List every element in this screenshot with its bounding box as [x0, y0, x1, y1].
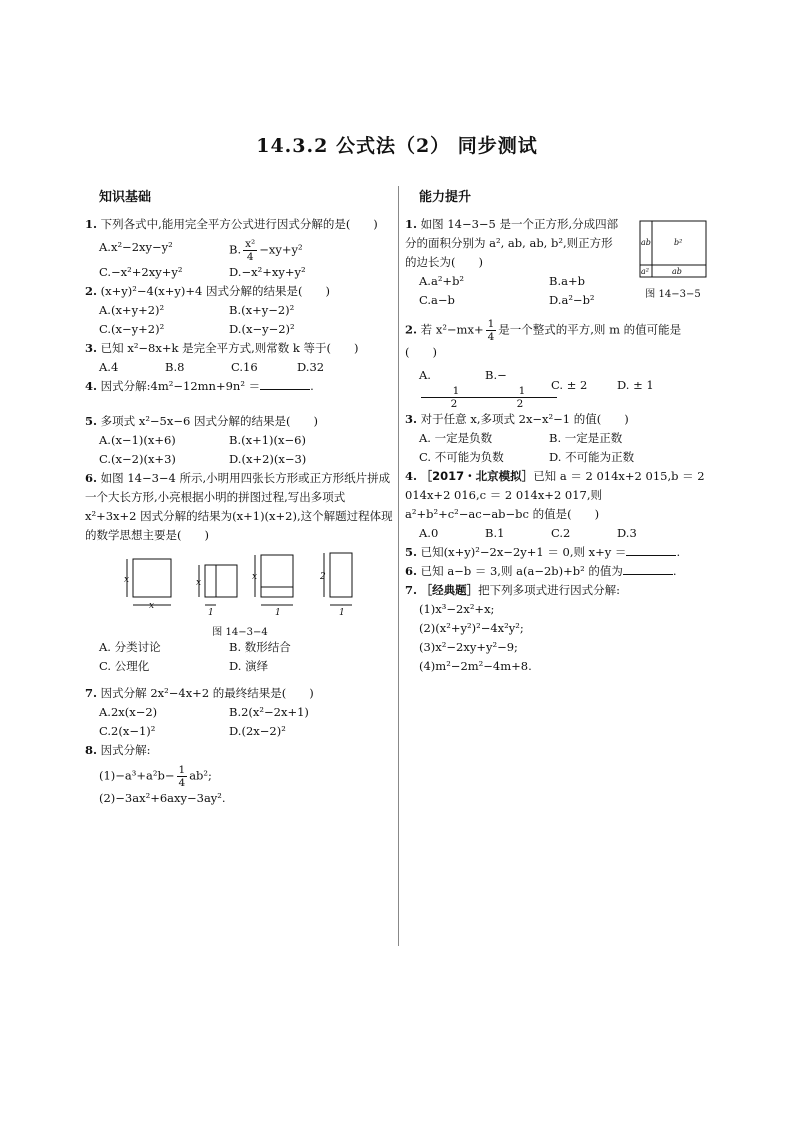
question-8-part-1: (1)−a³+a²b− $\frac{1}{4}$ ab²; — [99, 764, 212, 789]
section-heading-advanced: 能力提升 — [419, 190, 472, 205]
option-d: D.−x²+xy+y² — [229, 265, 306, 279]
question-3: 3. 对于任意 x,多项式 2x−x²−1 的值( ) — [405, 412, 629, 426]
option-d: D.a²−b² — [549, 293, 595, 307]
option-c: C.(x−2)(x+3) — [99, 452, 176, 466]
option-d: D.(x−y−2)² — [229, 322, 295, 336]
option-d: D. 不可能为正数 — [549, 450, 635, 464]
question-2-options — [85, 301, 395, 339]
question-7-part-2: (2)(x²+y²)²−4x²y²; — [419, 621, 524, 635]
fig-label-1: 1 — [275, 608, 281, 618]
question-2: 2. (x+y)²−4(x+y)+4 因式分解的结果是( ) — [85, 284, 330, 298]
section-heading-basics: 知识基础 — [99, 190, 152, 205]
question-7: 7. ［经典题］把下列多项式进行因式分解: — [405, 583, 621, 597]
question-7-part-3: (3)x²−2xy+y²−9; — [419, 640, 518, 654]
question-3-options — [405, 429, 705, 467]
cell-a2: a² — [641, 267, 649, 276]
question-5: 5. 已知(x+y)²−2x−2y+1 ＝ 0,则 x+y ＝ . — [405, 545, 681, 559]
question-8-part-2: (2)−3ax²+6axy−3ay². — [99, 791, 226, 805]
cell-b2: b² — [674, 238, 683, 247]
question-8: 8. 因式分解: — [85, 743, 151, 757]
option-a: A. 一定是负数 — [419, 431, 493, 445]
question-1-options — [85, 238, 395, 282]
fraction: $\frac{1}{2}$ — [487, 385, 553, 410]
question-4: 4. ［2017・北京模拟］已知 a ＝ 2 014x+2 015,b ＝ 2 014x+2 016,c ＝ 2 014x+2 017,则 a²+b²+c²−ac−ab−bc 的值是( ) — [405, 469, 705, 521]
question-5: 5. 多项式 x²−5x−6 因式分解的结果是( ) — [85, 414, 318, 428]
question-2: 2. 若 x²−mx+ $\frac{1}{4}$ 是一个整式的平方,则 m 的值可能是( ) — [405, 318, 682, 359]
option-a: A. 分类讨论 — [99, 640, 161, 654]
option-b: B. $\frac{\text{x²}}{4}$ −xy+y² — [229, 238, 303, 263]
option-a: A.(x+y+2)² — [99, 303, 165, 317]
fraction: $\frac{1}{4}$ — [487, 318, 495, 343]
question-2-options — [405, 366, 705, 410]
page-title: 14.3.2 公式法（2） 同步测试 — [256, 135, 538, 157]
fraction: $\frac{\text{x²}}{4}$ — [245, 238, 256, 263]
figure-caption: 图 14−3−5 — [645, 289, 701, 300]
question-7-part-4: (4)m²−2m²−4m+8. — [419, 659, 532, 673]
option-c: C.2 — [551, 526, 571, 540]
answer-blank — [626, 543, 676, 556]
option-a: A.0 — [419, 526, 439, 540]
option-a: A.(x−1)(x+6) — [99, 433, 176, 447]
question-4: 4. 因式分解:4m²−12mn+9n² ＝ . — [85, 379, 314, 393]
question-6-options — [85, 638, 395, 676]
option-a: A. $\frac{1}{2}$ — [419, 366, 485, 410]
option-a: A.2x(x−2) — [99, 705, 158, 719]
question-4-options — [405, 524, 705, 543]
question-3: 3. 已知 x²−8x+k 是完全平方式,则常数 k 等于( ) — [85, 341, 359, 355]
option-d: D.(2x−2)² — [229, 724, 286, 738]
source-tag: ［2017・北京模拟］ — [420, 469, 534, 483]
option-c: C. 公理化 — [99, 659, 150, 673]
option-c: C.−x²+2xy+y² — [99, 265, 183, 279]
left-column — [85, 186, 395, 808]
question-5-options — [85, 431, 395, 469]
cell-ab: ab — [641, 238, 651, 247]
option-b: B.a+b — [549, 274, 585, 288]
fig-label-2: 2 — [320, 572, 326, 582]
fraction: $\frac{1}{4}$ — [178, 764, 186, 789]
question-1-block — [405, 215, 705, 310]
option-b: B.− $\frac{1}{2}$ — [485, 366, 551, 410]
answer-blank — [260, 377, 310, 390]
source-tag: ［经典题］ — [420, 583, 479, 597]
option-b: B.(x+y−2)² — [229, 303, 295, 317]
figure-14-3-5 — [638, 219, 708, 279]
option-d: D.3 — [617, 526, 637, 540]
option-d: D.(x+2)(x−3) — [229, 452, 307, 466]
fig-label-1: 1 — [339, 608, 345, 618]
cell-ab: ab — [672, 267, 682, 276]
question-7-options — [85, 703, 395, 741]
option-b: B.2(x²−2x+1) — [229, 705, 309, 719]
option-c: C.(x−y+2)² — [99, 322, 165, 336]
right-column — [405, 186, 705, 676]
option-c: C. ± 2 — [551, 378, 588, 392]
option-a: A.a²+b² — [419, 274, 465, 288]
option-a: A.x²−2xy−y² — [99, 240, 173, 254]
option-d: D.32 — [297, 360, 325, 374]
option-d: D. ± 1 — [617, 378, 654, 392]
option-b: B.(x+1)(x−6) — [229, 433, 306, 447]
option-b: B. 一定是正数 — [549, 431, 623, 445]
question-3-options — [85, 358, 395, 377]
option-c: C.a−b — [419, 293, 455, 307]
option-c: C.2(x−1)² — [99, 724, 156, 738]
option-a: A.4 — [99, 360, 119, 374]
fig-label-x: x — [149, 601, 155, 611]
figure-14-3-4 — [115, 551, 355, 623]
fig-label-x: x — [252, 572, 258, 582]
question-7: 7. 因式分解 2x²−4x+2 的最终结果是( ) — [85, 686, 314, 700]
fraction: $\frac{1}{2}$ — [421, 385, 487, 410]
question-6: 6. 如图 14−3−4 所示,小明用四张长方形或正方形纸片拼成一个大长方形,小亮根据小明的拼图过程,写出多项式 x²+3x+2 因式分解的结果为(x+1)(x+2),这个解题过程体现的数学思想主要是( ) — [85, 471, 393, 542]
option-c: C. 不可能为负数 — [419, 450, 504, 464]
figure-caption: 图 14−3−4 — [212, 627, 268, 638]
option-d: D. 演绎 — [229, 659, 269, 673]
fig-label-x: x — [196, 578, 202, 588]
option-b: B.8 — [165, 360, 185, 374]
answer-blank — [623, 562, 673, 575]
option-b: B. 数形结合 — [229, 640, 291, 654]
fig-label-x: x — [124, 575, 130, 585]
question-1: 1. 如图 14−3−5 是一个正方形,分成四部分的面积分别为 a², ab, ab, b²,则正方形的边长为( ) — [405, 217, 619, 269]
question-6: 6. 已知 a−b ＝ 3,则 a(a−2b)+b² 的值为 . — [405, 564, 677, 578]
fig-label-1: 1 — [208, 608, 214, 618]
option-b: B.1 — [485, 526, 505, 540]
question-7-part-1: (1)x³−2x²+x; — [419, 602, 495, 616]
option-c: C.16 — [231, 360, 258, 374]
column-divider — [398, 186, 399, 946]
question-1: 1. 下列各式中,能用完全平方公式进行因式分解的是( ) — [85, 217, 378, 231]
